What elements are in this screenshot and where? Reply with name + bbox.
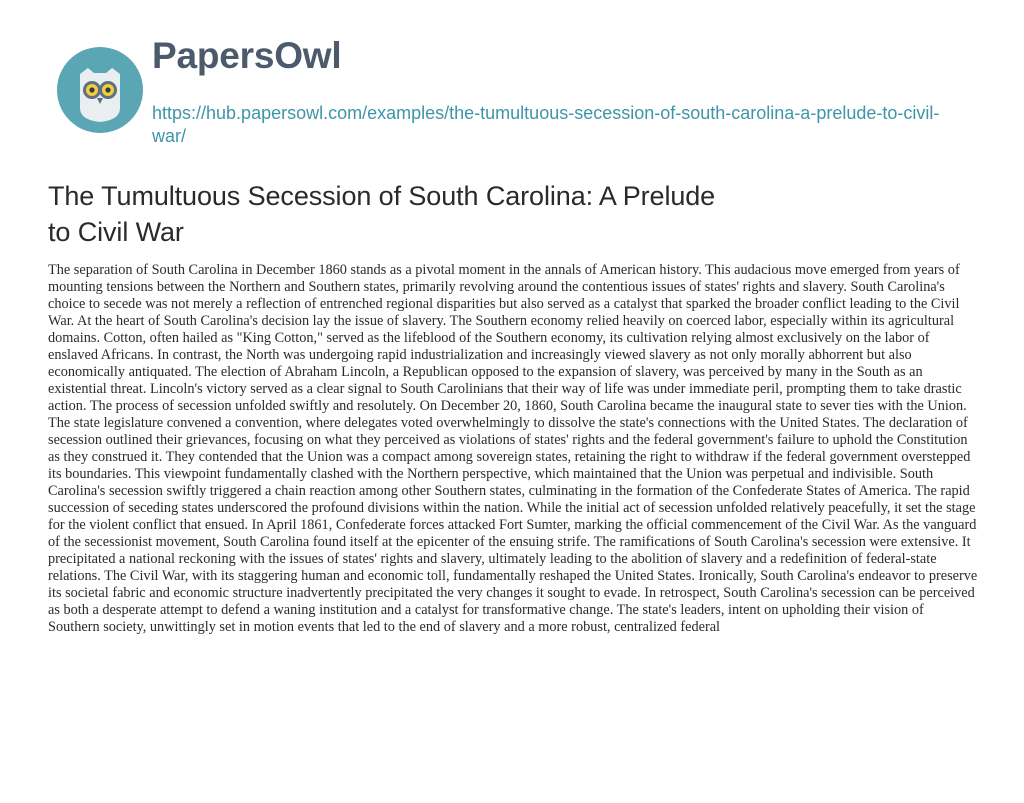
site-header [40,32,1000,162]
article-url-link[interactable]: https://hub.papersowl.com/examples/the-tumultuous-secession-of-south-carolina-a-prelude-to-civil-war/ [152,103,940,146]
owl-logo-icon[interactable] [50,40,150,140]
brand-name[interactable]: PapersOwl [152,35,342,76]
article-body: The separation of South Carolina in December 1860 stands as a pivotal moment in the annals of American history. This audacious move emerged from years of mounting tensions between the Northern and Southern states, primarily revolving around the contentious issues of states' rights and slavery. South Carolina's choice to secede was not merely a reflection of entrenched regional disparities but also served as a catalyst that sparked the broader conflict leading to the Civil War. At the heart of South Carolina's decision lay the issue of slavery. The Southern economy relied heavily on coerced labor, especially within its agricultural domains. Cotton, often hailed as "King Cotton," served as the lifeblood of the Southern economy, its cultivation relying almost exclusively on the labor of enslaved Africans. In contrast, the North was undergoing rapid industrialization and increasingly viewed slavery as not only morally abhorrent but also economically antiquated. The election of Abraham Lincoln, a Republican opposed to the expansion of slavery, was perceived by many in the South as an existential threat. Lincoln's victory served as a clear signal to South Carolinians that their way of life was under immediate peril, prompting them to take drastic action. The process of secession unfolded swiftly and resolutely. On December 20, 1860, South Carolina became the inaugural state to sever ties with the Union. The state legislature convened a convention, where delegates voted overwhelmingly to dissolve the state's connections with the United States. The declaration of secession outlined their grievances, focusing on what they perceived as violations of states' rights and the federal government's failure to uphold the Constitution as they construed it. They contended that the Union was a compact among sovereign states, retaining the right to withdraw if the federal government overstepped its boundaries. This viewpoint fundamentally clashed with the Northern perspective, which maintained that the Union was perpetual and indivisible. South Carolina's secession swiftly triggered a chain reaction among other Southern states, culminating in the formation of the Confederate States of America. The rapid succession of seceding states underscored the profound divisions within the nation. While the initial act of secession unfolded relatively peacefully, it set the stage for the violent conflict that ensued. In April 1861, Confederate forces attacked Fort Sumter, marking the official commencement of the Civil War. As the vanguard of the secessionist movement, South Carolina found itself at the epicenter of the ensuing strife. The ramifications of South Carolina's secession were extensive. It precipitated a national reckoning with the issues of states' rights and slavery, ultimately leading to the abolition of slavery and a redefinition of federal-state relations. The Civil War, with its staggering human and economic toll, fundamentally reshaped the United States. Ironically, South Carolina's endeavor to preserve its societal fabric and economic structure inadvertently precipitated the very changes it sought to evade. In retrospect, South Carolina's secession can be perceived as both a desperate attempt to defend a waning institution and a catalyst for transformative change. The state's leaders, intent on upholding their vision of Southern society, unwittingly set in motion events that led to the end of slavery and a more robust, centralized federal [48,262,978,635]
article-title: The Tumultuous Secession of South Carolina: A Prelude to Civil War [48,181,716,247]
